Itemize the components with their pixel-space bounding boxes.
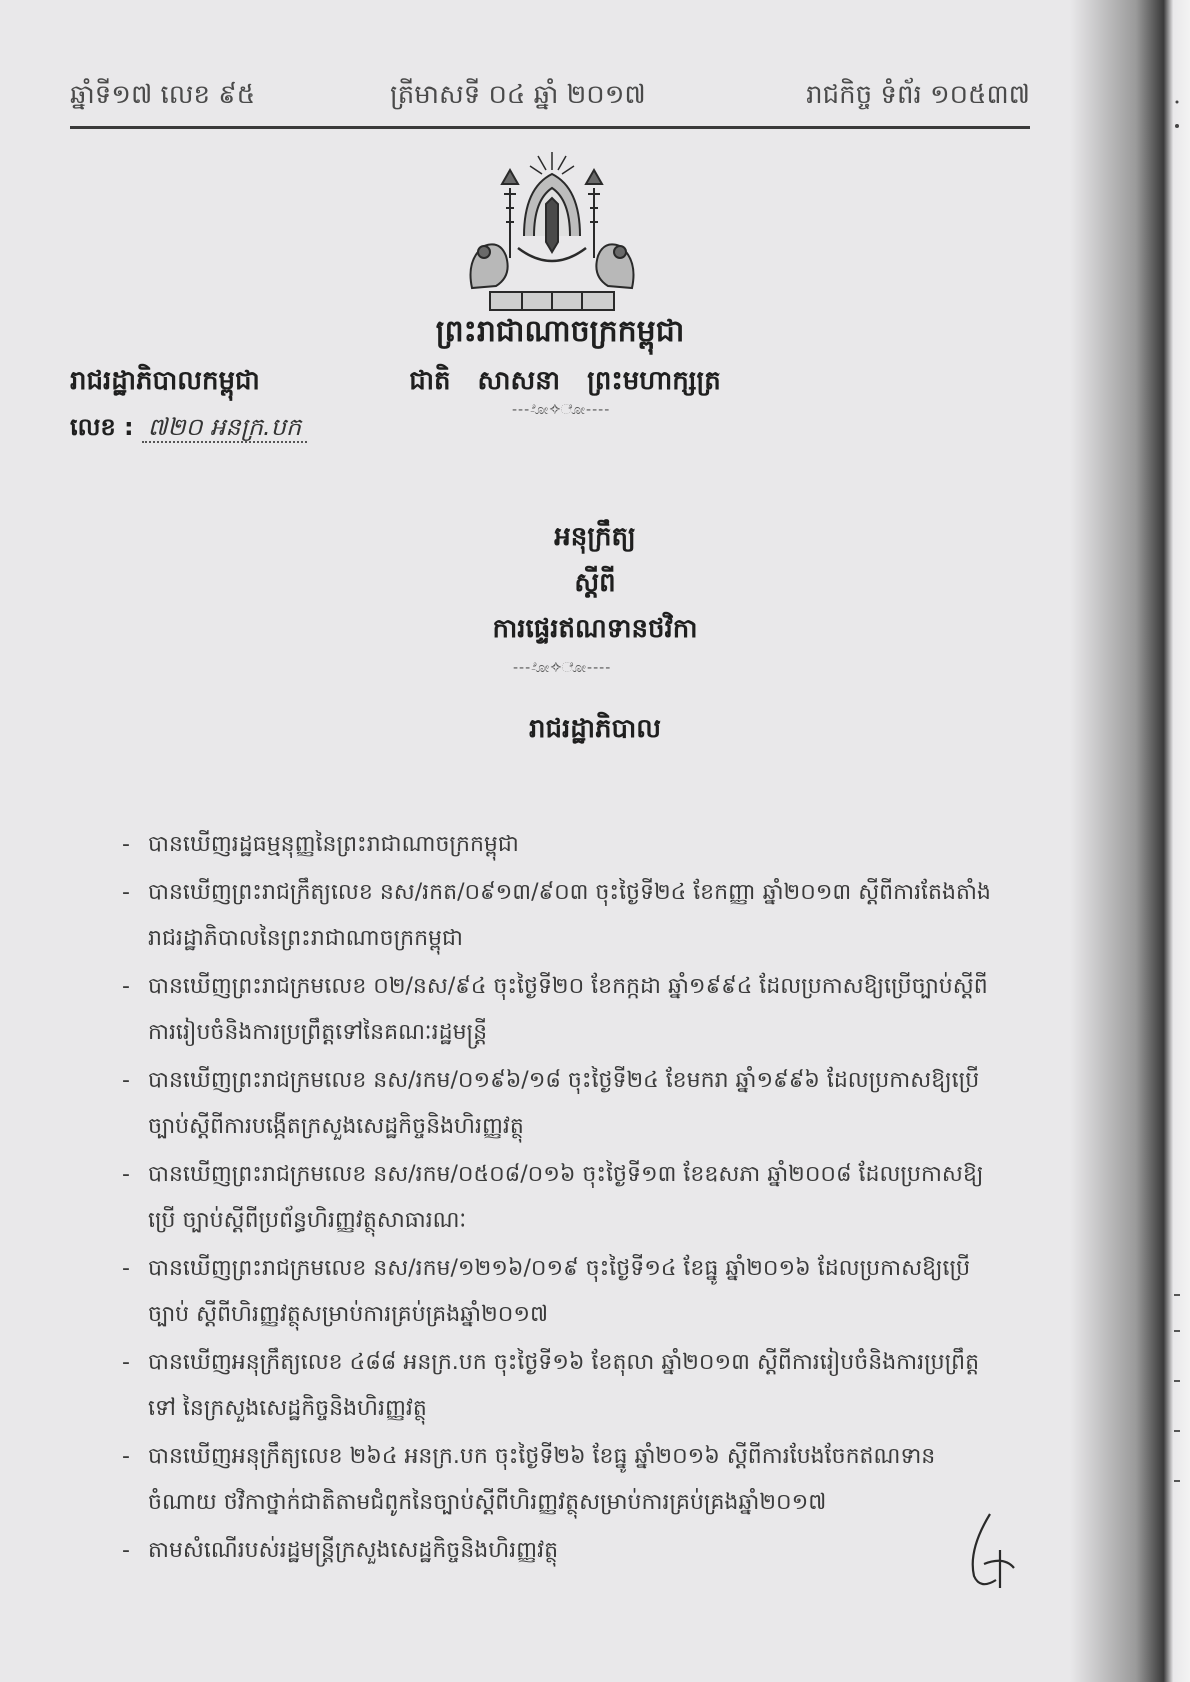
list-item: - បានឃើញព្រះរាជក្រមលេខ នស/រកម/១២១៦/០១៩ ចុះថ្ងៃទី១៤ ខែធ្នូ ឆ្នាំ២០១៦ ដែលប្រកាសឱ្យប្រើច្បាប់ ស្តីពីហិរញ្ញវត្ថុសម្រាប់ការគ្រប់គ្រងឆ្នាំ២០១៧: [122, 1256, 971, 1327]
issuer-heading: រាជរដ្ឋាភិបាល: [528, 714, 662, 744]
ornament-divider: ----ೋ✧ೋ----: [512, 402, 611, 418]
document-number: [70, 412, 307, 447]
gazette-issue: ឆ្នាំទី១៧ លេខ ៩៥: [70, 80, 256, 110]
header-divider: [70, 126, 1030, 129]
list-item: - បានឃើញព្រះរាជក្រមលេខ នស/រកម/០១៩៦/១៨ ចុះថ្ងៃទី២៤ ខែមករា ឆ្នាំ១៩៩៦ ដែលប្រកាសឱ្យប្រើ ច្បាប់ស្តីពីការបង្កើតក្រសួងសេដ្ឋកិច្ចនិងហិរញ្ញវត្ថុ: [122, 1068, 980, 1139]
legal-basis-list: [122, 822, 992, 1576]
scan-speck: [1172, 96, 1182, 136]
list-item: - តាមសំណើរបស់រដ្ឋមន្ត្រីក្រសួងសេដ្ឋកិច្ចនិងហិរញ្ញវត្ថុ: [122, 1538, 559, 1563]
document-subject: ការផ្ទេរឥណទានថវិកា: [492, 614, 698, 644]
list-item: - បានឃើញអនុក្រឹត្យលេខ ២៦៤ អនក្រ.បក ចុះថ្ងៃទី២៦ ខែធ្នូ ឆ្នាំ២០១៦ ស្តីពីការបែងចែកឥណទានចំណាយ ថវិកាថ្នាក់ជាតិតាមជំពូកនៃច្បាប់ស្តីពីហិរញ្ញវត្ថុសម្រាប់ការគ្រប់គ្រងឆ្នាំ២០១៧: [122, 1444, 936, 1515]
number-value: ៧២០ អនក្រ.បក: [142, 413, 307, 443]
document-type: អនុក្រឹត្យ: [554, 522, 636, 552]
scan-speck: [1172, 1290, 1182, 1490]
handwritten-initial-icon: [960, 1510, 1030, 1590]
national-motto: ជាតិ សាសនា ព្រះមហាក្សត្រ: [409, 366, 721, 396]
list-item: - បានឃើញអនុក្រឹត្យលេខ ៤៨៨ អនក្រ.បក ចុះថ្ងៃទី១៦ ខែតុលា ឆ្នាំ២០១៣ ស្តីពីការរៀបចំនិងការប្រព្រឹត្តទៅ នៃក្រសួងសេដ្ឋកិច្ចនិងហិរញ្ញវត្ថុ: [122, 1350, 980, 1421]
issuing-government: រាជរដ្ឋាភិបាលកម្ពុជា: [70, 366, 260, 396]
royal-coat-of-arms-icon: [462, 148, 642, 316]
list-item: - បានឃើញព្រះរាជក្រមលេខ ០២/នស/៩៤ ចុះថ្ងៃទី២០ ខែកក្កដា ឆ្នាំ១៩៩៤ ដែលប្រកាសឱ្យប្រើច្បាប់ស្តីពី ការរៀបចំនិងការប្រព្រឹត្តទៅនៃគណៈរដ្ឋមន្ត្រី: [122, 974, 988, 1045]
number-label: លេខ :: [70, 413, 134, 441]
list-item: - បានឃើញព្រះរាជក្រមលេខ នស/រកម/០៥០៨/០១៦ ចុះថ្ងៃទី១៣ ខែឧសភា ឆ្នាំ២០០៨ ដែលប្រកាសឱ្យប្រើ ច្បាប់ស្តីពីប្រព័ន្ធហិរញ្ញវត្ថុសាធារណៈ: [122, 1162, 984, 1233]
gazette-quarter: ត្រីមាសទី ០៤ ឆ្នាំ ២០១៧: [390, 80, 646, 110]
kingdom-title: ព្រះរាជាណាចក្រកម្ពុជា: [435, 314, 685, 349]
gazette-header: [70, 78, 1030, 118]
document-about: ស្តីពី: [574, 568, 616, 598]
ornament-divider: ----ೋ✧ೋ----: [513, 660, 612, 676]
gazette-page-number: រាជកិច្ច ទំព័រ ១០៥៣៧: [806, 80, 1030, 110]
list-item: - បានឃើញព្រះរាជក្រឹត្យលេខ នស/រកត/០៩១៣/៩០៣ ចុះថ្ងៃទី២៤ ខែកញ្ញា ឆ្នាំ២០១៣ ស្តីពីការតែងតាំង រាជរដ្ឋាភិបាលនៃព្រះរាជាណាចក្រកម្ពុជា: [122, 880, 991, 951]
list-item: - បានឃើញរដ្ឋធម្មនុញ្ញនៃព្រះរាជាណាចក្រកម្ពុជា: [122, 832, 519, 857]
